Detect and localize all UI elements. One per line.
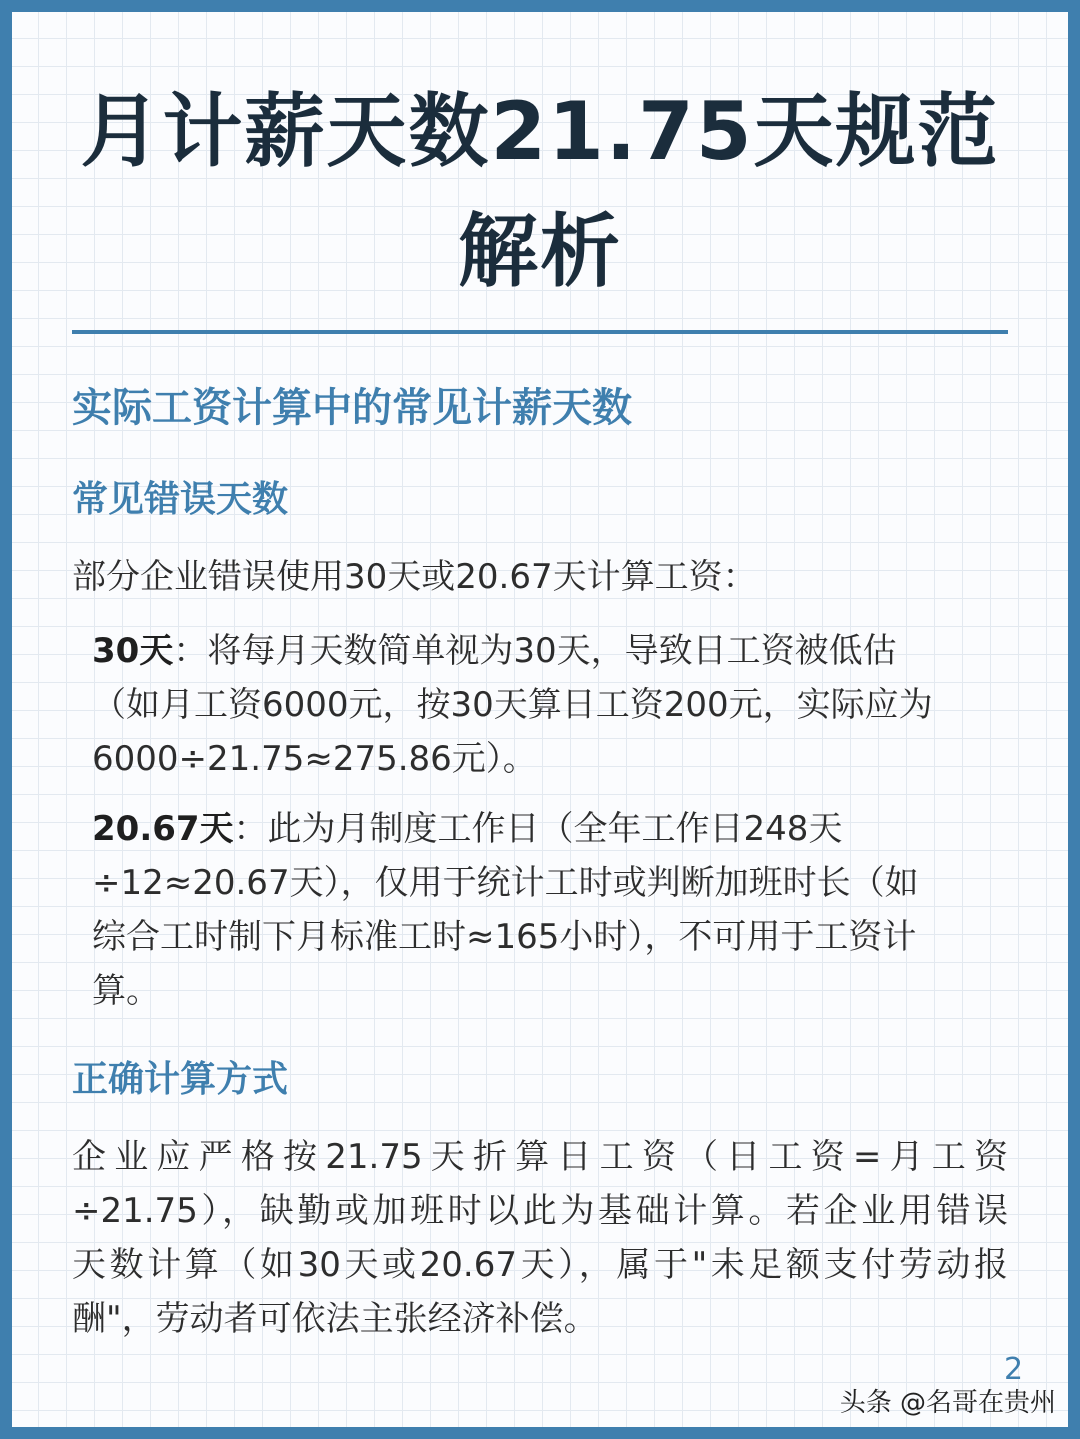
page-title: 月计薪天数21.75天规范 — [80, 85, 1000, 178]
correct-line-3: 天数计算（如30天或20.67天），属于"未足额支付劳动报 — [72, 1245, 1008, 1285]
section-heading: 实际工资计算中的常见计薪天数 — [72, 385, 632, 431]
intro-line: 部分企业错误使用30天或20.67天计算工资： — [72, 557, 757, 597]
item-2067-line-3: 综合工时制下月标准工时≈165小时），不可用于工资计 — [92, 917, 917, 957]
title-divider — [72, 330, 1008, 334]
item-30-line-1: 30天：将每月天数简单视为30天，导致日工资被低估 — [92, 631, 897, 671]
correct-line-4: 酬"，劳动者可依法主张经济补偿。 — [72, 1299, 598, 1339]
wrong-days-intro — [72, 550, 757, 604]
item-30-line-2: （如月工资6000元，按30天算日工资200元，实际应为 — [92, 685, 933, 725]
page-title-line2: 解析 — [458, 205, 622, 298]
correct-line-2: ÷21.75），缺勤或加班时以此为基础计算。若企业用错误 — [72, 1191, 1008, 1231]
page-number: 2 — [1004, 1352, 1024, 1387]
item-2067-line-1: 20.67天：此为月制度工作日（全年工作日248天 — [92, 809, 843, 849]
correct-method-paragraph — [72, 1130, 1008, 1346]
item-30-days — [92, 624, 933, 786]
item-30-label: 30天 — [92, 631, 174, 671]
item-30-line-3: 6000÷21.75≈275.86元）。 — [92, 739, 537, 779]
source-watermark: 头条 @名哥在贵州 — [839, 1388, 1056, 1418]
item-2067-line-2: ÷12≈20.67天），仅用于统计工时或判断加班时长（如 — [92, 863, 919, 903]
item-2067-days — [92, 802, 919, 1018]
item-2067-line-4: 算。 — [92, 971, 160, 1011]
wrong-days-heading: 常见错误天数 — [72, 479, 289, 520]
correct-method-heading: 正确计算方式 — [72, 1059, 289, 1100]
correct-line-1: 企业应严格按21.75天折算日工资（日工资=月工资 — [72, 1137, 1008, 1177]
item-2067-label: 20.67天 — [92, 809, 234, 849]
